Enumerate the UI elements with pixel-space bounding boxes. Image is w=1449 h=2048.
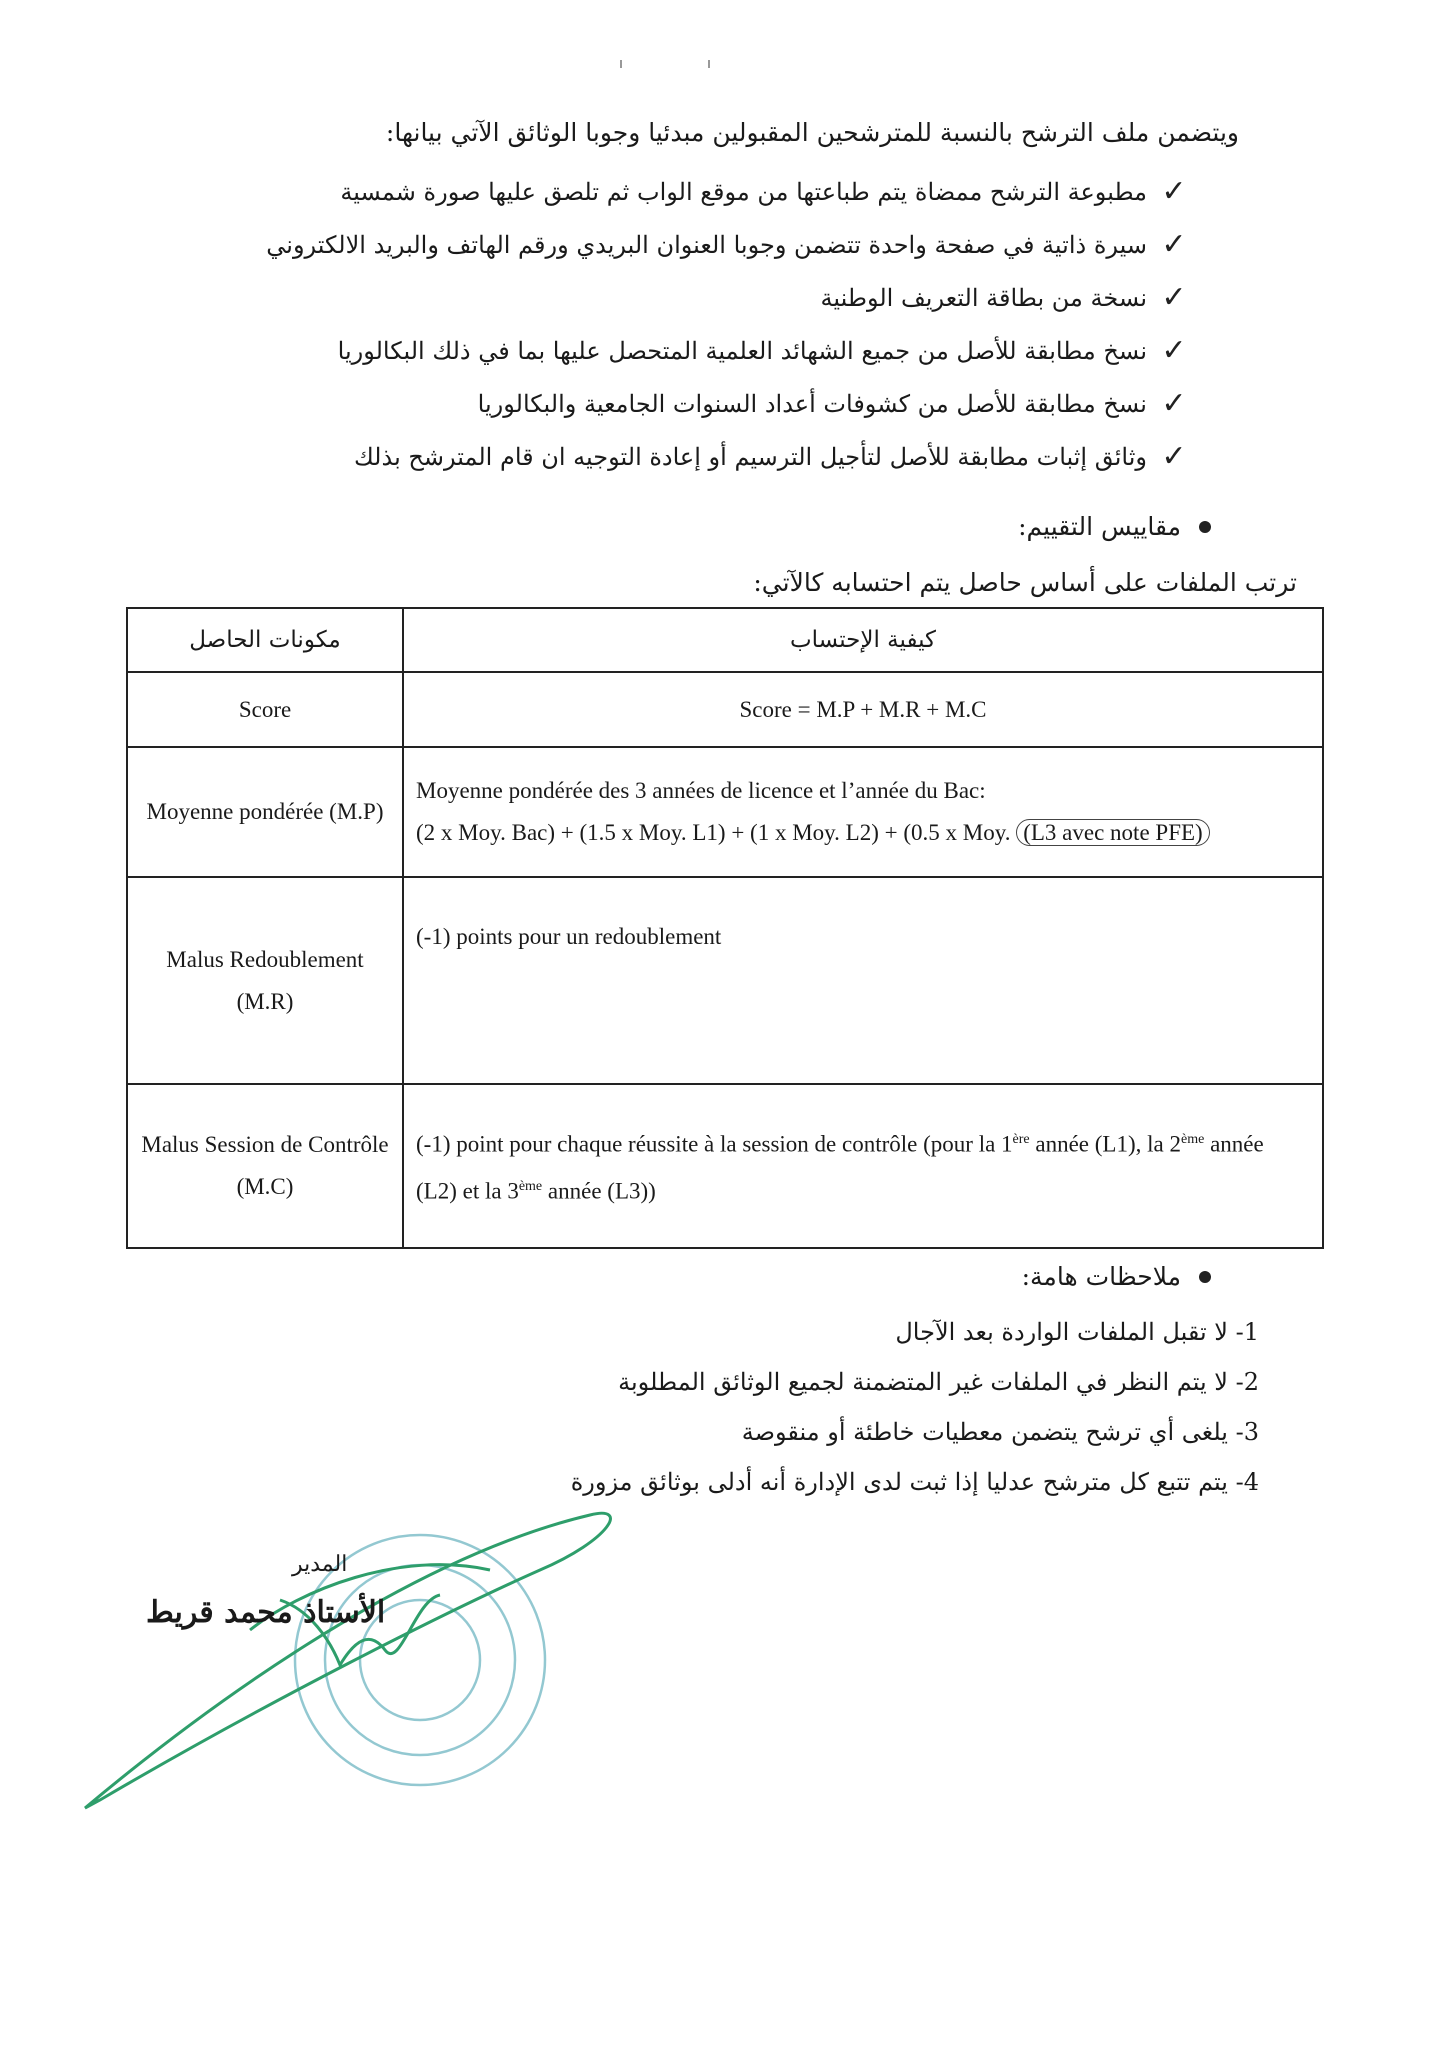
superscript: ère — [1012, 1132, 1030, 1148]
component-cell: Score — [127, 672, 403, 747]
list-item — [191, 271, 1191, 324]
list-item-text: نسخ مطابقة للأصل من جميع الشهائد العلمية المتحصل عليها بما في ذلك البكالوريا — [337, 336, 1147, 365]
formula-text: (2 x Moy. Bac) + (1.5 x Moy. L1) + (1 x Moy. L2) + (0.5 x Moy. — [416, 820, 1011, 845]
official-stamp-and-signature — [70, 1490, 630, 1820]
list-item: 4- يتم تتبع كل مترشح عدليا إذا ثبت لدى الإدارة أنه أدلى بوثائق مزورة — [570, 1468, 1259, 1496]
checkmark-icon: ✓ — [1161, 279, 1187, 315]
scoring-table — [126, 607, 1324, 1249]
checkmark-icon: ✓ — [1161, 332, 1187, 368]
table-row — [127, 1084, 1323, 1248]
circled-annotation: (L3 avec note PFE) — [1016, 819, 1209, 846]
checkmark-icon: ✓ — [1161, 438, 1187, 474]
notes-heading-text: ملاحظات هامة: — [1021, 1262, 1181, 1291]
list-item: 1- لا تقبل الملفات الواردة بعد الآجال — [895, 1318, 1259, 1346]
calc-text: année (L1), la 2 — [1029, 1132, 1181, 1157]
list-item — [191, 218, 1191, 271]
list-item-text: نسخة من بطاقة التعريف الوطنية — [820, 283, 1147, 312]
list-item — [191, 377, 1191, 430]
header-calculation: كيفية الإحتساب — [403, 608, 1323, 672]
list-item — [191, 324, 1191, 377]
list-item: 2- لا يتم النظر في الملفات غير المتضمنة لجميع الوثائق المطلوبة — [618, 1368, 1259, 1396]
calc-text: année (L2) et la 3 — [416, 1132, 1264, 1204]
table-header-row — [127, 608, 1323, 672]
list-item: 3- يلغى أي ترشح يتضمن معطيات خاطئة أو منقوصة — [741, 1418, 1259, 1446]
list-item — [191, 430, 1191, 483]
list-item-text: سيرة ذاتية في صفحة واحدة تتضمن وجوبا العنوان البريدي ورقم الهاتف والبريد الالكتروني — [266, 230, 1147, 259]
checkmark-icon: ✓ — [1161, 385, 1187, 421]
component-cell: Malus Redoublement (M.R) — [127, 877, 403, 1084]
calc-text: année (L3)) — [542, 1178, 656, 1204]
required-documents-list — [191, 165, 1191, 483]
calculation-line: Moyenne pondérée des 3 années de licence et l’année du Bac: — [416, 778, 986, 803]
checkmark-icon: ✓ — [1161, 226, 1187, 262]
table-row — [127, 747, 1323, 877]
table-row — [127, 672, 1323, 747]
bullet-dot-icon — [1199, 521, 1211, 533]
list-item-text: نسخ مطابقة للأصل من كشوفات أعداد السنوات الجامعية والبكالوريا — [477, 389, 1147, 418]
calculation-formula — [416, 812, 1310, 854]
bullet-dot-icon — [1199, 1271, 1211, 1283]
signature-title: المدير — [292, 1552, 348, 1577]
superscript: ème — [518, 1179, 543, 1194]
list-item-text: وثائق إثبات مطابقة للأصل لتأجيل الترسيم أو إعادة التوجيه ان قام المترشح بذلك — [353, 442, 1147, 471]
calc-text: (-1) point pour chaque réussite à la session de contrôle (pour la 1 — [416, 1132, 1013, 1157]
component-cell: Malus Session de Contrôle (M.C) — [127, 1084, 403, 1248]
list-item — [191, 165, 1191, 218]
list-item-text: مطبوعة الترشح ممضاة يتم طباعتها من موقع الواب ثم تلصق عليها صورة شمسية — [340, 177, 1147, 206]
header-components: مكونات الحاصل — [127, 608, 403, 672]
calculation-cell — [403, 1084, 1323, 1248]
scan-tick-marks — [620, 60, 720, 72]
notes-heading — [1022, 1262, 1211, 1291]
checkmark-icon: ✓ — [1161, 173, 1187, 209]
signature-name: الأستاذ محمد قريط — [146, 1595, 386, 1630]
notes-list — [209, 1310, 1259, 1510]
criteria-heading-text: مقاييس التقييم: — [1018, 512, 1181, 541]
intro-paragraph: ويتضمن ملف الترشح بالنسبة للمترشحين المقبولين مبدئيا وجوبا الوثائق الآتي بيانها: — [385, 118, 1239, 147]
calculation-cell — [403, 747, 1323, 877]
component-cell: Moyenne pondérée (M.P) — [127, 747, 403, 877]
superscript: ème — [1180, 1132, 1205, 1148]
calculation-cell: Score = M.P + M.R + M.C — [403, 672, 1323, 747]
calculation-cell: (-1) points pour un redoublement — [403, 877, 1323, 1084]
table-row — [127, 877, 1323, 1084]
criteria-heading — [1018, 512, 1211, 541]
table-intro: ترتب الملفات على أساس حاصل يتم احتسابه كالآتي: — [753, 568, 1297, 597]
